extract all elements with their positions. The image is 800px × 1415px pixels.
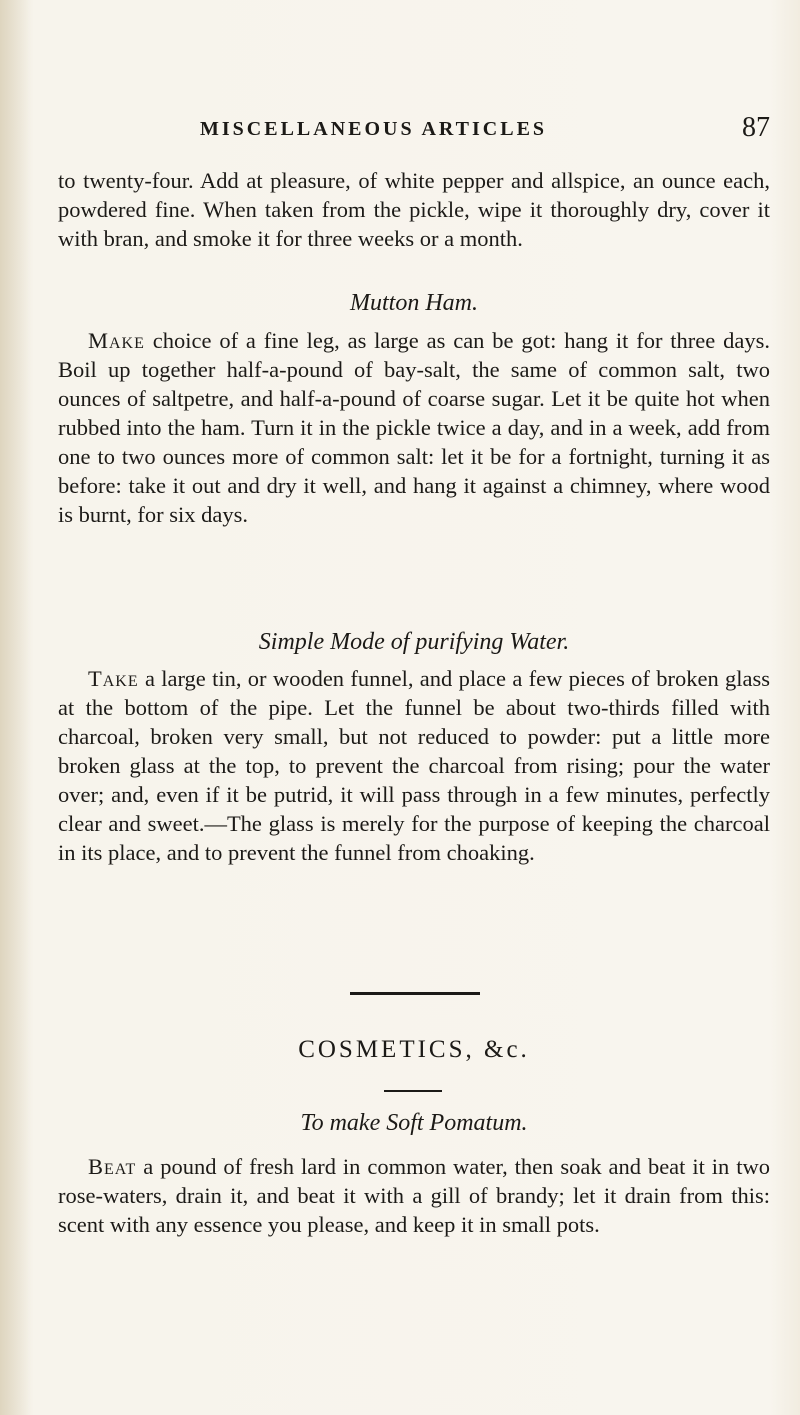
section-divider-rule [350,992,480,995]
mutton-ham-paragraph [58,326,770,529]
mutton-ham-heading: Mutton Ham. [350,290,478,316]
purifying-water-body: a large tin, or wooden funnel, and place a few pieces of broken glass at the bottom of the pipe. Let the funnel be about two-thirds filled with charcoal, broken very small, but not reduced to powder: put a little more broken glass at the top, to prevent the charcoal from rising; pour the water over; and, even if it be putrid, it will pass through in a few minutes, perfectly clear and sweet.—The glass is merely for the purpose of keeping the charcoal in its place, and to prevent the funnel from choaking. [58,666,770,865]
mutton-ham-lead-word: Make [88,328,145,353]
mutton-ham-body: choice of a fine leg, as large as can be got: hang it for three days. Boil up together half-a-pound of bay-salt, the same of common salt, two ounces of saltpetre, and half-a-pound of coarse sugar. Let it be quite hot when rubbed into the ham. Turn it in the pickle twice a day, and in a week, add from one to two ounces more of common salt: let it be for a fortnight, turning it as before: take it out and dry it well, and hang it against a chimney, where wood is burnt, for six days. [58,328,770,527]
mutton-ham-recipe [58,326,770,529]
soft-pomatum-paragraph [58,1152,770,1239]
soft-pomatum-recipe [58,1152,770,1239]
running-head: MISCELLANEOUS ARTICLES [200,118,548,140]
purifying-water-heading: Simple Mode of purifying Water. [258,629,570,655]
purifying-water-paragraph [58,664,770,867]
page-number: 87 [742,112,770,143]
page-gutter-shadow [0,0,34,1415]
purifying-water-lead-word: Take [88,666,139,691]
continuation-paragraph [58,166,770,253]
page-header [200,114,770,150]
title-underline-rule [384,1090,442,1092]
continuation-text: to twenty-four. Add at pleasure, of white pepper and allspice, an ounce each, powdered fine. When taken from the pickle, wipe it thoroughly dry, cover it with bran, and smoke it for three weeks or a month. [58,168,770,251]
soft-pomatum-heading: To make Soft Pomatum. [300,1110,528,1136]
soft-pomatum-lead-word: Beat [88,1154,137,1179]
cosmetics-section-title: COSMETICS, &c. [298,1036,530,1063]
purifying-water-recipe [58,664,770,867]
soft-pomatum-body: a pound of fresh lard in common water, then soak and beat it in two rose-waters, drain it, and beat it with a gill of brandy; let it drain from this: scent with any essence you please, and keep it in small pots. [58,1154,770,1237]
